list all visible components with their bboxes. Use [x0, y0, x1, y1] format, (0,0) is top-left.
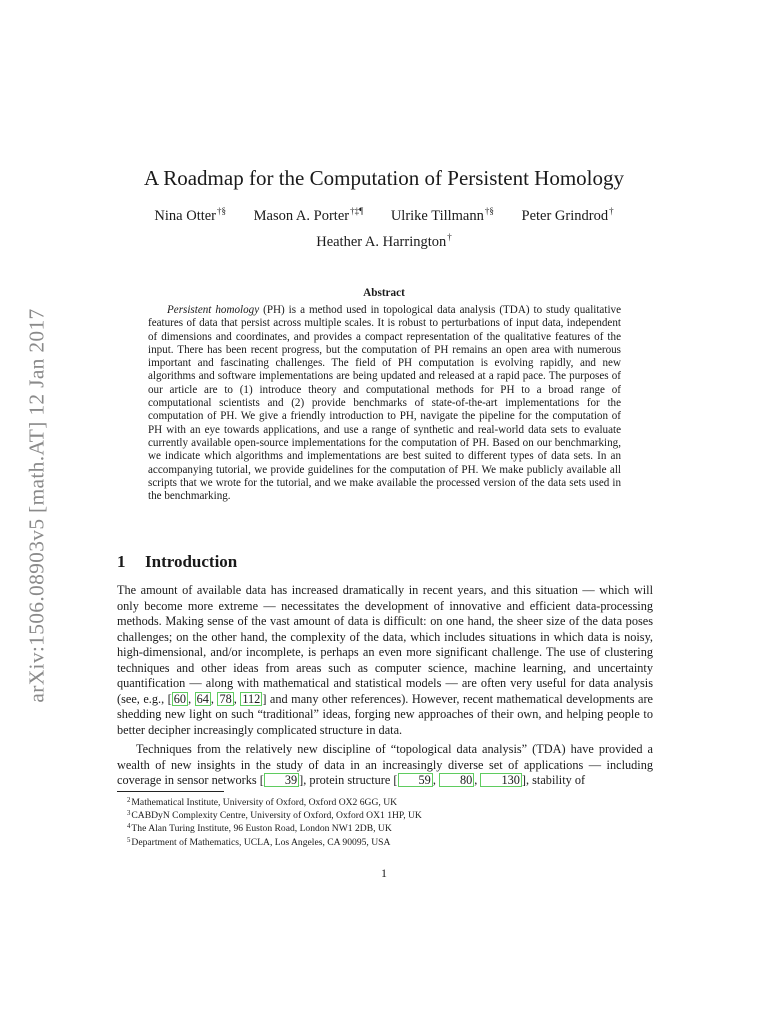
footnote-mark: 2 — [127, 797, 131, 804]
footnote — [117, 835, 653, 848]
citation-group: [ 60 , 64 , 78 , 112 ] — [167, 691, 267, 706]
author — [391, 208, 494, 224]
author — [254, 208, 364, 224]
citation-link[interactable]: 78 — [219, 691, 232, 706]
footnote — [117, 808, 653, 821]
abstract-body — [148, 304, 621, 503]
citation-link[interactable]: 130 — [480, 773, 521, 787]
author — [316, 234, 452, 250]
citation-link[interactable]: 112 — [242, 691, 261, 706]
footnote-text: CABDyN Complexity Centre, University of Oxford, Oxford OX1 1HP, UK — [131, 810, 422, 822]
introduction-paragraph-2: Techniques from the relatively new discipline of “topological data analysis” (TDA) have provided a wealth of new insights in the study of data in an increasingly diverse set of applications — including coverage in sensor networks [ 39 ], protein structure [ 59 , 80 , 130 ], stability of — [117, 742, 653, 787]
paragraph-text: and many other references). However, recent mathematical developments are shedding new light on such “traditional” ideas, forging new approaches of their own, and helping people to better decipher increasingly complicated structure in data. — [117, 691, 653, 737]
abstract-lead-term: Persistent homology — [167, 304, 260, 316]
footnote-divider — [117, 791, 224, 792]
arxiv-identifier-text: arXiv:1506.08903v5 [math.AT] 12 Jan 2017 — [24, 307, 49, 703]
citation-link[interactable]: 39 — [264, 773, 299, 787]
paragraph-text: , protein structure — [303, 773, 394, 787]
author-name: Heather A. Harrington — [316, 234, 447, 250]
footnote — [117, 795, 653, 808]
citation-link[interactable]: 60 — [173, 691, 187, 706]
footnote-text: Mathematical Institute, University of Oxford, Oxford OX2 6GG, UK — [131, 797, 398, 808]
affiliation-marks: † — [447, 232, 452, 242]
affiliation-marks: †§ — [217, 206, 227, 216]
paper-title: A Roadmap for the Computation of Persistent Homology — [143, 166, 625, 190]
author-name: Peter Grindrod — [521, 208, 609, 224]
abstract-text: (PH) is a method used in topological data analysis (TDA) to study qualitative features of data that persist across multiple scales. It is robust to perturbations of input data, independent of dimensions and coordinates, and provides a compact representation of the qualitative features of the input. There has been recent progress, but the computation of PH remains an open area with numerous important and fascinating challenges. The field of PH computation is evolving rapidly, and new algorithms and software implementations are being updated and released at a rapid pace. The purposes of our article are to (1) introduce theory and computational methods for PH to a broad range of computational scientists and (2) provide benchmarks of state-of-the-art implementations for the computation of PH. We give a friendly introduction to PH, navigate the pipeline for the computation of PH with an eye towards applications, and use a range of synthetic and real-world data sets to evaluate currently available open-source implementations for the computation of PH. Based on our benchmarking, we indicate which algorithms and implementations are best suited to different types of data sets. In an accompanying tutorial, we provide guidelines for the computation of PH. We make publicly available all scripts that we wrote for the tutorial, and we make available the processed version of the data sets used in the benchmarking. — [148, 304, 621, 503]
footnote-text: Department of Mathematics, UCLA, Los Angeles, CA 90095, USA — [131, 836, 391, 848]
abstract-heading: Abstract — [363, 287, 405, 299]
citation-link[interactable]: 80 — [439, 773, 474, 787]
footnote-mark: 5 — [127, 836, 131, 844]
author — [154, 208, 226, 224]
author — [522, 208, 614, 224]
affiliation-marks: † — [609, 206, 614, 216]
footnote-mark: 3 — [127, 810, 131, 818]
footnote-list — [117, 795, 653, 848]
author-name: Ulrike Tillmann — [390, 208, 484, 224]
affiliation-marks: †§ — [484, 206, 494, 216]
paragraph-text: , stability of — [526, 773, 586, 787]
paragraph-text: The amount of available data has increased dramatically in recent years, and this situation — which will only become more extreme — necessitates the development of innovative and efficient data-processing methods. Making sense of the vast amount of data is difficult: on one hand, the sheer size of the data poses challenges; on the other hand, the complexity of the data, which includes situations in which data is noisy, high-dimensional, and/or incomplete, is perhaps an even more significant challenge. The use of clustering techniques and other ideas from areas such as computer science, machine learning, and uncertainty quantification — along with mathematical and statistical models — are often very useful for data analysis (see, e.g., — [117, 583, 653, 706]
author-name: Mason A. Porter — [253, 208, 350, 224]
section-number: 1 — [117, 552, 126, 571]
citation-link[interactable]: 64 — [196, 691, 209, 706]
arxiv-identifier-stamp — [17, 305, 57, 705]
page-number: 1 — [381, 866, 387, 880]
paragraph-text: Techniques from the relatively new discipline of “topological data analysis” (TDA) have provided a wealth of new insights in the study of data in an increasingly diverse set of applications — including coverage in sensor networks — [117, 742, 653, 787]
footnote-text: The Alan Turing Institute, 96 Euston Road, London NW1 2DB, UK — [131, 823, 392, 835]
section-title: Introduction — [145, 552, 238, 571]
author-list-second-row — [0, 232, 768, 251]
section-heading — [117, 552, 237, 572]
introduction-paragraph-1 — [117, 583, 653, 738]
citation-link[interactable]: 59 — [398, 773, 433, 787]
affiliation-marks: †‡¶ — [350, 206, 364, 216]
footnote — [117, 821, 653, 834]
footnote-mark: 4 — [127, 823, 131, 831]
author-name: Nina Otter — [154, 208, 217, 224]
author-list — [0, 206, 768, 225]
